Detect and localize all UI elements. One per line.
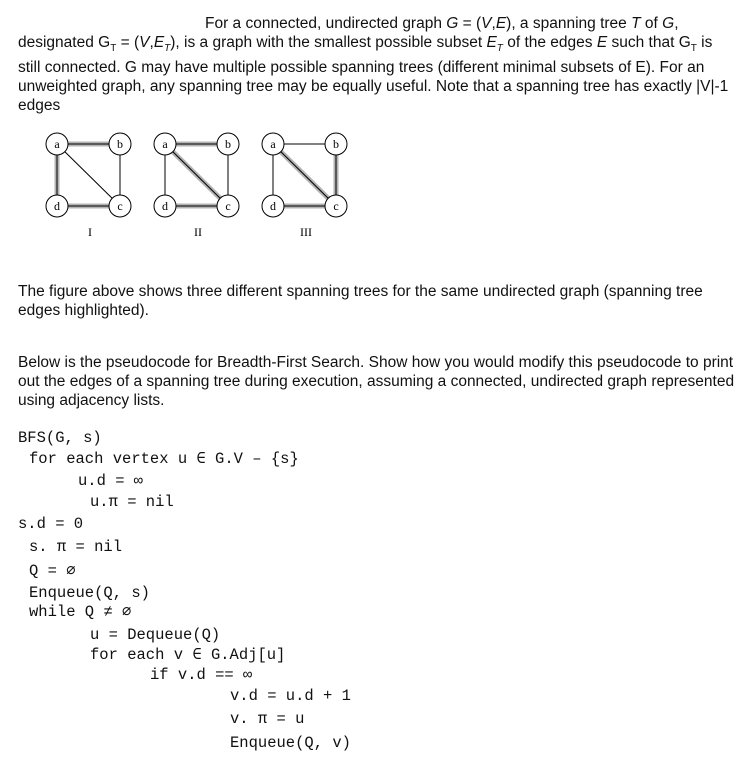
intro-paragraph: For a connected, undirected graph G = (V,E), a spanning tree T of G, designated $G_T = (V,E_T)$, is a graph with the smallest possible subset $E_T$ of the edges E such that $G_T$ is still connected. G may have multiple possible spanning trees (different minimal subsets of E). For an unweighted graph, any spanning tree may be equally useful. Note that a spanning tree has exactly |V|-1 edges xyxy=(18,15,729,115)
bfs-instructions: Below is the pseudocode for Breadth-First Search. Show how you would modify this pseudocode to print out the edges of a spanning tree during execution, assuming a connected, undirected graph represented using adjacency lists. xyxy=(18,354,735,409)
vertex-a-label: a xyxy=(270,137,276,151)
vertex-b-label: b xyxy=(333,137,339,151)
vertex-c-label: c xyxy=(117,199,123,213)
graph-I xyxy=(46,133,131,239)
graph-II xyxy=(154,133,239,239)
graph-III-label: III xyxy=(300,225,312,239)
vertex-c-label: c xyxy=(225,199,231,213)
vertex-d-label: d xyxy=(270,199,276,213)
figure-caption: The figure above shows three different spanning trees for the same undirected graph (spanning tree edges highlighted). xyxy=(18,283,703,319)
vertex-a-label: a xyxy=(162,137,168,151)
code-line: s. π = nil xyxy=(29,538,123,556)
vertex-a-label: a xyxy=(54,137,60,151)
code-line: u = Dequeue(Q) xyxy=(90,626,221,644)
code-line: Enqueue(Q, s) xyxy=(29,584,150,602)
vertex-d-label: d xyxy=(162,199,168,213)
code-line: for each v ∈ G.Adj[u] xyxy=(90,646,286,664)
vertex-d-label: d xyxy=(54,199,60,213)
code-line: Q = ∅ xyxy=(29,562,76,580)
vertex-b-label: b xyxy=(225,137,231,151)
spanning-trees-figure xyxy=(35,124,365,244)
code-line: BFS(G, s) xyxy=(18,429,102,447)
vertex-c-label: c xyxy=(333,199,339,213)
code-line: for each vertex u ∈ G.V – {s} xyxy=(29,450,299,468)
graph-I-label: I xyxy=(88,225,92,239)
code-line: s.d = 0 xyxy=(18,515,84,533)
code-line: u.d = ∞ xyxy=(78,472,144,490)
code-line: u.π = nil xyxy=(90,493,174,511)
code-line: Enqueue(Q, v) xyxy=(230,734,351,752)
code-line: v. π = u xyxy=(230,710,305,728)
code-line: if v.d == ∞ xyxy=(150,666,253,684)
code-line: while Q ≠ ∅ xyxy=(29,603,132,621)
graph-III xyxy=(262,133,347,239)
vertex-b-label: b xyxy=(117,137,123,151)
graph-II-label: II xyxy=(194,225,202,239)
edge-ac xyxy=(57,144,120,206)
code-line: v.d = u.d + 1 xyxy=(230,687,351,705)
